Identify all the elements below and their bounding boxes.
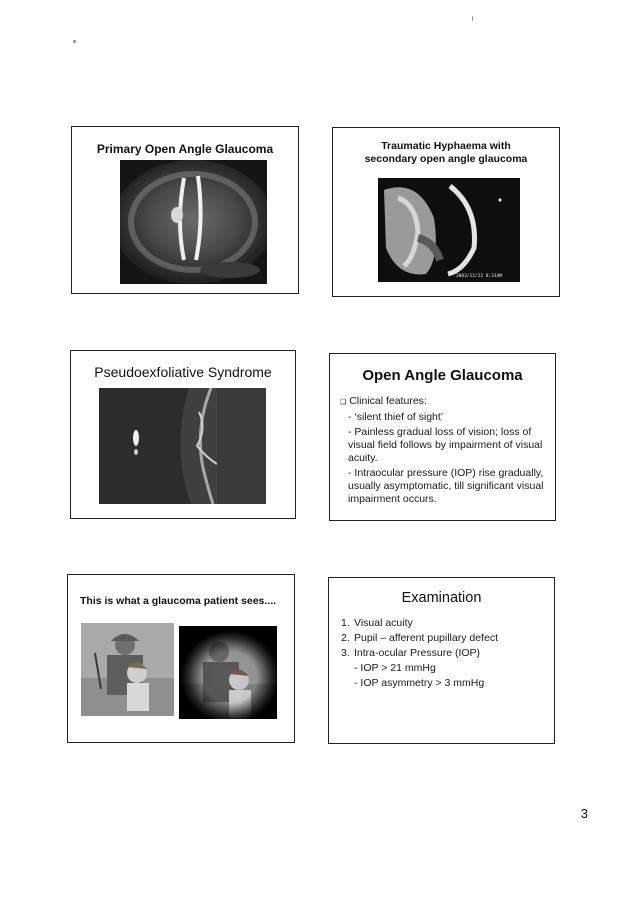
list-item: - ‘silent thief of sight’	[348, 411, 444, 423]
item-text: Intra-ocular Pressure (IOP)	[354, 647, 481, 659]
glaucoma-vision-photo	[179, 626, 277, 719]
clinical-features-list	[340, 395, 550, 508]
slide-title: Examination	[401, 590, 482, 606]
slide-title-line2: secondary open angle glaucoma	[364, 153, 528, 165]
lead-text: Clinical features:	[349, 395, 427, 407]
family-photo-normal	[81, 623, 174, 716]
sub-item: - IOP asymmetry > 3 mmHg	[354, 677, 485, 689]
eye-photo-poag	[120, 160, 267, 284]
slide-glaucoma-patient-view	[67, 574, 295, 743]
item-text: Pupil – afferent pupillary defect	[354, 632, 498, 644]
clinical-features-lead	[340, 395, 550, 409]
slide-traumatic-hyphaema	[332, 127, 560, 297]
slide-title: Open Angle Glaucoma	[362, 367, 523, 384]
item-number: 1.	[341, 617, 350, 629]
slide-title-line1: Traumatic Hyphaema with	[381, 140, 511, 152]
item-number: 2.	[341, 632, 350, 644]
eye-pseudoexfoliation-image	[99, 388, 266, 504]
list-item	[341, 631, 551, 646]
examination-list	[341, 616, 551, 691]
slide-title: Pseudoexfoliative Syndrome	[94, 364, 272, 380]
slide-primary-open-angle-glaucoma	[71, 126, 299, 294]
list-item	[341, 646, 551, 661]
photo-timestamp: 2003/12/22 8:31AM	[455, 274, 502, 279]
list-item: - Painless gradual loss of vision; loss of visual field follows by impairment of visual acuity.	[348, 426, 543, 464]
scan-speck	[472, 16, 473, 21]
list-item	[341, 616, 551, 631]
eye-photo-hyphaema	[378, 178, 520, 282]
list-item: - Intraocular pressure (IOP) rise gradually, usually asymptomatic, till significant visual impairment occurs.	[348, 467, 544, 505]
slide-pseudoexfoliative-syndrome	[70, 350, 296, 519]
scan-speck	[73, 40, 76, 43]
slide-title: This is what a glaucoma patient sees....	[80, 595, 277, 607]
family-photo-tunnel-vision	[179, 626, 277, 719]
eye-photo-pseudoexfoliation	[99, 388, 266, 504]
slide-open-angle-glaucoma	[329, 353, 556, 521]
sub-item: - IOP > 21 mmHg	[354, 662, 436, 674]
eye-slit-lamp-image	[120, 160, 267, 284]
slide-title: Primary Open Angle Glaucoma	[96, 142, 274, 156]
normal-vision-photo	[81, 623, 174, 716]
bullet-marker-icon: ❑	[340, 399, 347, 406]
eye-hyphaema-image	[378, 178, 520, 282]
page-number: 3	[580, 806, 588, 821]
item-text: Visual acuity	[354, 617, 413, 629]
slide-examination	[328, 577, 555, 744]
item-number: 3.	[341, 647, 350, 659]
